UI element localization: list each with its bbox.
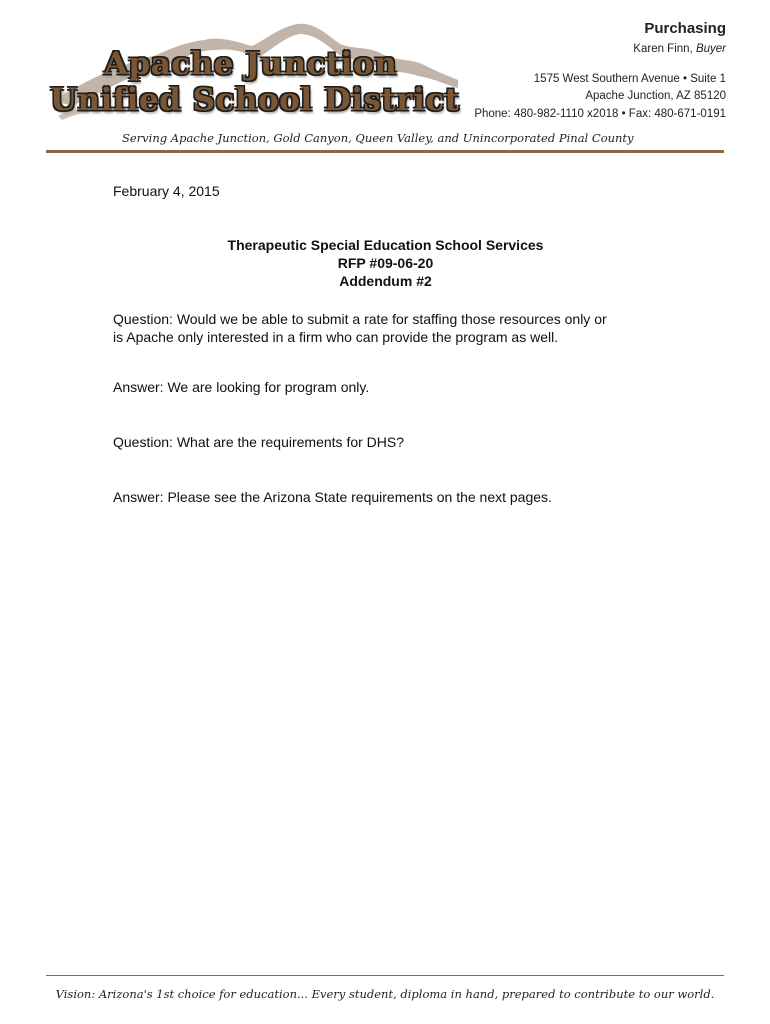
address-line1: 1575 West Southern Avenue • Suite 1 (533, 72, 726, 85)
address-line2: Apache Junction, AZ 85120 (585, 90, 726, 102)
letter-date: February 4, 2015 (113, 183, 220, 199)
department-heading: Purchasing (644, 20, 726, 37)
title-line1: Therapeutic Special Education School Services (227, 237, 544, 253)
logo-text-line2: Unified School District (50, 82, 460, 118)
title-line2: RFP #09-06-20 (337, 255, 434, 271)
contact-block (474, 41, 726, 123)
buyer-line (474, 41, 726, 59)
header-divider (46, 150, 724, 153)
question-1-line1: Question: Would we be able to submit a rate for staffing those resources only or (113, 311, 607, 327)
question-1-line2: is Apache only interested in a firm who can provide the program as well. (113, 329, 559, 345)
phone-fax: Phone: 480-982-1110 x2018 • Fax: 480-671-0191 (474, 107, 726, 120)
question-1 (113, 310, 658, 346)
footer-divider (46, 975, 724, 976)
letterhead (0, 0, 770, 160)
letter-body (113, 182, 658, 506)
answer-2: Answer: Please see the Arizona State requirements on the next pages. (113, 489, 552, 505)
question-2: Question: What are the requirements for DHS? (113, 434, 405, 450)
buyer-name: Karen Finn, (633, 43, 693, 55)
buyer-title: Buyer (695, 43, 726, 55)
vision-statement: Vision: Arizona's 1st choice for education... Every student, diploma in hand, prepared to contribute to our world. (55, 987, 715, 1001)
logo-text-line1: Apache Junction (104, 46, 398, 82)
letter-title (113, 236, 658, 290)
answer-1: Answer: We are looking for program only. (113, 379, 370, 395)
title-line3: Addendum #2 (339, 273, 432, 289)
district-tagline: Serving Apache Junction, Gold Canyon, Queen Valley, and Unincorporated Pinal County (122, 131, 634, 145)
